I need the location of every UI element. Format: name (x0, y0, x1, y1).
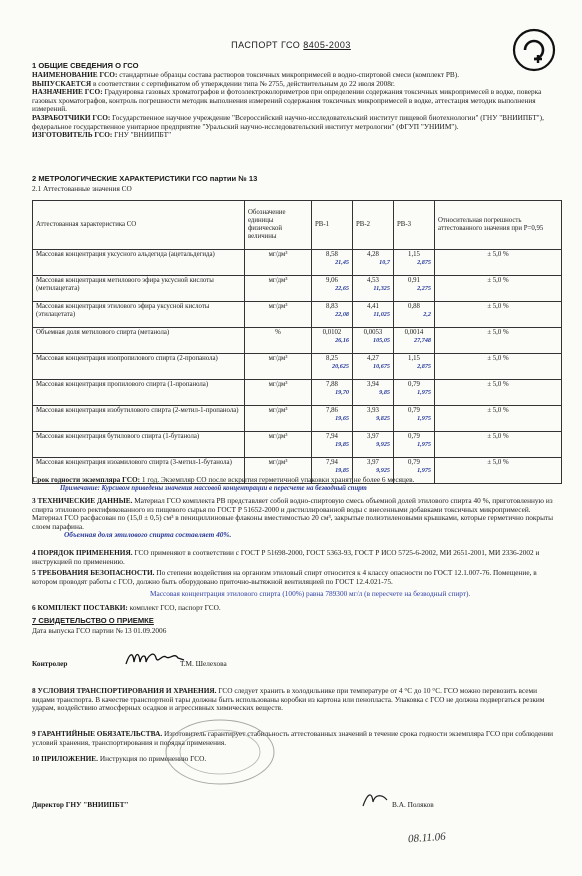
rv3-value: 0,79 (408, 433, 420, 440)
manufacturer-line: ИЗГОТОВИТЕЛЬ ГСО: ГНУ "ВНИИПБТ" (32, 130, 172, 140)
controller-label: Контролер (32, 659, 68, 668)
rv2-value: 3,97 (367, 459, 379, 466)
rv2-anhydrous: 11,325 (373, 285, 390, 292)
row-rv2 (353, 380, 394, 406)
section9: 9 ГАРАНТИЙНЫЕ ОБЯЗАТЕЛЬСТВА. Изготовитель гарантирует стабильность аттестованных значений в течение срока годности экземпляра ГСО при соблюдении условий хранения, транспортирования и порядка применения. (32, 729, 554, 747)
row-rv1 (312, 250, 353, 276)
rv2-value: 3,93 (367, 407, 379, 414)
row-rv3 (394, 380, 435, 406)
col-error: Относительная погрешность аттестованного значения при Р=0,95 (435, 201, 562, 250)
italic-note: Примечание: Курсивом приведены значения массовой концентрации в пересчете на безводный спирт (60, 485, 367, 492)
row-rv1 (312, 328, 353, 354)
release-date: Дата выпуска ГСО партии № 13 01.09.2006 (32, 626, 167, 635)
rv1-value: 8,83 (326, 303, 338, 310)
rv3-anhydrous: 1,975 (417, 389, 431, 396)
row-characteristic: Массовая концентрация изобутилового спирта (2-метил-1-пропанола) (33, 406, 245, 432)
row-unit: мг/дм³ (245, 406, 312, 432)
table-body (33, 250, 562, 484)
rv1-value: 8,25 (326, 355, 338, 362)
row-rv1 (312, 276, 353, 302)
rv3-anhydrous: 1,975 (417, 441, 431, 448)
rv1-anhydrous: 22,08 (335, 311, 349, 318)
shelf-life: Срок годности экземпляра ГСО: 1 год. Экземпляр СО после вскрытия герметичной упаковки хранят не более 6 месяцев. (32, 475, 415, 484)
row-rv1 (312, 406, 353, 432)
rv3-anhydrous: 2,2 (423, 311, 431, 318)
section5: 5 ТРЕБОВАНИЯ БЕЗОПАСНОСТИ. По степени воздействия на организм этиловый спирт относится к 4 классу опасности по ГОСТ 12.1.007-76. Помещение, в котором проводят работы с ГСО, должно быть оборудовано приточно-вытяжной вентиляцией по ГОСТ 12.4.021-75. (32, 568, 537, 586)
rv3-value: 0,88 (408, 303, 420, 310)
handwritten-date: 08.11.06 (407, 830, 447, 846)
row-rv2 (353, 302, 394, 328)
row-characteristic: Массовая концентрация метилового эфира уксусной кислоты (метилацетата) (33, 276, 245, 302)
row-characteristic: Массовая концентрация изопропилового спирта (2-пропанола) (33, 354, 245, 380)
row-characteristic: Массовая концентрация уксусного альдегида (ацетальдегида) (33, 250, 245, 276)
attested-values-table (32, 200, 562, 484)
row-error: ± 5,0 % (435, 328, 562, 354)
section10: 10 ПРИЛОЖЕНИЕ. Инструкция по применению ГСО. (32, 754, 207, 763)
row-error: ± 5,0 % (435, 302, 562, 328)
row-rv2 (353, 276, 394, 302)
rv3-value: 0,79 (408, 381, 420, 388)
row-error: ± 5,0 % (435, 354, 562, 380)
table-row (33, 302, 562, 328)
row-rv2 (353, 406, 394, 432)
table-row (33, 354, 562, 380)
rv1-value: 0,0102 (322, 329, 342, 336)
section2-heading: 2 МЕТРОЛОГИЧЕСКИЕ ХАРАКТЕРИСТИКИ ГСО партии № 13 (32, 174, 258, 183)
page-title (0, 40, 582, 50)
row-unit: мг/дм³ (245, 380, 312, 406)
section8: 8 УСЛОВИЯ ТРАНСПОРТИРОВАНИЯ И ХРАНЕНИЯ. ГСО следует хранить в холодильнике при температуре от 4 °С до 10 °С. ГСО можно перевозить всеми видами транспорта. В качестве транспортной тары должны быть использованы коробки из картона или пенопласта. Упаковка с ГСО не должна подвергаться резким ударам, воздействию атмосферных осадков и агрессивных химических веществ. (32, 686, 545, 713)
row-characteristic: Массовая концентрация изоамилового спирта (3-метил-1-бутанола) (33, 458, 245, 484)
director-label: Директор ГНУ "ВНИИПБТ" (32, 800, 129, 809)
rv3-anhydrous: 2,875 (417, 363, 431, 370)
row-rv3 (394, 302, 435, 328)
section7-heading: 7 СВИДЕТЕЛЬСТВО О ПРИЕМКЕ (32, 616, 154, 625)
rv2-anhydrous: 9,85 (379, 389, 390, 396)
rv1-value: 9,06 (326, 277, 338, 284)
name-line: НАИМЕНОВАНИЕ ГСО: стандартные образцы состава растворов токсичных микропримесей в водно-спиртовой смеси (комплект РВ). (32, 70, 460, 79)
row-characteristic: Массовая концентрация этилового эфира уксусной кислоты (этилацетата) (33, 302, 245, 328)
rv3-anhydrous: 2,875 (417, 259, 431, 266)
row-rv1 (312, 354, 353, 380)
row-rv3 (394, 250, 435, 276)
table-header-row (33, 201, 562, 250)
rv1-anhydrous: 19,65 (335, 415, 349, 422)
row-unit: мг/дм³ (245, 302, 312, 328)
col-rv1: РВ-1 (312, 201, 353, 250)
rv1-anhydrous: 19,70 (335, 389, 349, 396)
rv2-anhydrous: 9,925 (376, 467, 390, 474)
rv3-value: 0,79 (408, 407, 420, 414)
row-unit: мг/дм³ (245, 250, 312, 276)
rv1-value: 8,58 (326, 251, 338, 258)
rv2-value: 3,97 (367, 433, 379, 440)
col-rv3: РВ-3 (394, 201, 435, 250)
row-rv2 (353, 250, 394, 276)
row-unit: мг/дм³ (245, 354, 312, 380)
row-error: ± 5,0 % (435, 406, 562, 432)
rv1-value: 7,94 (326, 433, 338, 440)
rv2-anhydrous: 9,925 (376, 441, 390, 448)
table-row (33, 328, 562, 354)
rv2-anhydrous: 9,825 (376, 415, 390, 422)
rv2-anhydrous: 10,675 (372, 363, 390, 370)
title-standard: 8405-2003 (303, 40, 351, 50)
section6: 6 КОМПЛЕКТ ПОСТАВКИ: комплект ГСО, паспорт ГСО. (32, 603, 221, 612)
row-rv3 (394, 328, 435, 354)
col-rv2: РВ-2 (353, 201, 394, 250)
row-rv3 (394, 432, 435, 458)
row-error: ± 5,0 % (435, 250, 562, 276)
row-error: ± 5,0 % (435, 380, 562, 406)
rv2-value: 4,53 (367, 277, 379, 284)
certification-mark-icon (512, 28, 556, 72)
rv1-value: 7,86 (326, 407, 338, 414)
row-rv1 (312, 380, 353, 406)
rv3-value: 1,15 (408, 251, 420, 258)
row-rv2 (353, 432, 394, 458)
row-unit: мг/дм³ (245, 458, 312, 484)
rv3-value: 1,15 (408, 355, 420, 362)
director-name: В.А. Поляков (392, 800, 434, 809)
rv1-value: 7,94 (326, 459, 338, 466)
row-rv3 (394, 276, 435, 302)
rv1-anhydrous: 21,45 (335, 259, 349, 266)
round-stamp-icon (162, 716, 278, 788)
rv2-value: 4,41 (367, 303, 379, 310)
row-unit: мг/дм³ (245, 432, 312, 458)
row-characteristic: Объемная доля метилового спирта (метанола) (33, 328, 245, 354)
rv1-anhydrous: 19,85 (335, 441, 349, 448)
row-unit: % (245, 328, 312, 354)
rv3-value: 0,91 (408, 277, 420, 284)
row-rv3 (394, 354, 435, 380)
rv2-value: 0,0053 (363, 329, 383, 336)
issued-line: ВЫПУСКАЕТСЯ в соответствии с сертификатом об утверждении типа № 2755, действительным до 22 июля 2008г. (32, 78, 395, 88)
title-text: ПАСПОРТ ГСО (231, 40, 301, 50)
rv2-value: 4,27 (367, 355, 379, 362)
row-rv1 (312, 432, 353, 458)
col-characteristic: Аттестованная характеристика СО (33, 201, 245, 250)
row-characteristic: Массовая концентрация бутилового спирта (1-бутанола) (33, 432, 245, 458)
rv1-anhydrous: 19,85 (335, 467, 349, 474)
rv3-value: 0,79 (408, 459, 420, 466)
row-rv3 (394, 406, 435, 432)
table-row (33, 406, 562, 432)
section3: 3 ТЕХНИЧЕСКИЕ ДАННЫЕ. Материал ГСО комплекта РВ представляет собой водно-спиртовую смесь объемной долей этилового спирта 40 %, приготовленную из спирта этилового ректификованного из пищевого сырья по ГОСТ Р 51652-2000 и дистиллированной воды с внесенными добавками токсичных микропримесей. Материал ГСО расфасован по (15,0 ± 0,5) см³ в пенициллиновые флаконы вместимостью 20 см³, закрытые полиэтиленовыми крышками, которые герметично покрыты слоем парафина. Объемная доля этилового спирта составляет 40%. (32, 497, 560, 540)
section2-subheading: 2.1 Аттестованные значения СО (32, 184, 132, 193)
row-rv2 (353, 328, 394, 354)
table-row (33, 432, 562, 458)
rv2-anhydrous: 105,05 (372, 337, 390, 344)
table-row (33, 380, 562, 406)
director-signature-icon (360, 790, 390, 810)
purpose-line: НАЗНАЧЕНИЕ ГСО: Градуировка газовых хроматографов и фотоэлектроколориметров при определении содержания токсичных микропримесей в водке, поверка газовых хроматографов, контроль погрешности методик выполнения измерений содержания токсичных микропримесей в водке, аттестация методик выполнения измерений. (32, 87, 542, 114)
table-row (33, 250, 562, 276)
row-rv2 (353, 354, 394, 380)
row-unit: мг/дм³ (245, 276, 312, 302)
section3-note: Объемная доля этилового спирта составляет 40%. (64, 530, 232, 540)
rv2-anhydrous: 10,7 (379, 259, 390, 266)
developers-line: РАЗРАБОТЧИКИ ГСО: Государственное научное учреждение "Всероссийский научно-исследовательский институт пищевой биотехнологии" (ГНУ "ВНИИПБТ"), федеральное государственное унитарное предприятие "Уральский научно-исследовательский институт метрологии" (ФГУП "УНИИМ"). (32, 112, 544, 131)
controller-name: Т.М. Шелехова (180, 659, 227, 668)
rv1-value: 7,88 (326, 381, 338, 388)
section1-heading: 1 ОБЩИЕ СВЕДЕНИЯ О ГСО (32, 61, 139, 70)
section4: 4 ПОРЯДОК ПРИМЕНЕНИЯ. ГСО применяют в соответствии с ГОСТ Р 51698-2000, ГОСТ 5363-93, ГОСТ Р ИСО 5725-6-2002, МИ 2651-2001, МИ 2336-2002 и инструкцией по применению. (32, 548, 540, 566)
rv3-anhydrous: 27,748 (413, 337, 431, 344)
rv3-anhydrous: 1,975 (417, 415, 431, 422)
rv1-anhydrous: 20,625 (331, 363, 349, 370)
row-rv1 (312, 302, 353, 328)
rv2-anhydrous: 11,025 (373, 311, 390, 318)
rv3-anhydrous: 2,275 (417, 285, 431, 292)
rv1-anhydrous: 22,65 (335, 285, 349, 292)
rv3-value: 0,0014 (404, 329, 424, 336)
table-row (33, 276, 562, 302)
row-error: ± 5,0 % (435, 432, 562, 458)
controller-signature-icon (124, 648, 186, 670)
rv1-anhydrous: 26,16 (335, 337, 349, 344)
col-unit: Обозначение единицы физической величины (245, 201, 312, 250)
row-characteristic: Массовая концентрация пропилового спирта (1-пропанола) (33, 380, 245, 406)
row-error: ± 5,0 % (435, 276, 562, 302)
rv2-value: 3,94 (367, 381, 379, 388)
ethanol-concentration-note: Массовая концентрация этилового спирта (100%) равна 789300 мг/л (в пересчете на безводный спирт). (150, 589, 471, 598)
section1-body (32, 71, 560, 140)
row-error: ± 5,0 % (435, 458, 562, 484)
rv3-anhydrous: 1,975 (417, 467, 431, 474)
rv2-value: 4,28 (367, 251, 379, 258)
